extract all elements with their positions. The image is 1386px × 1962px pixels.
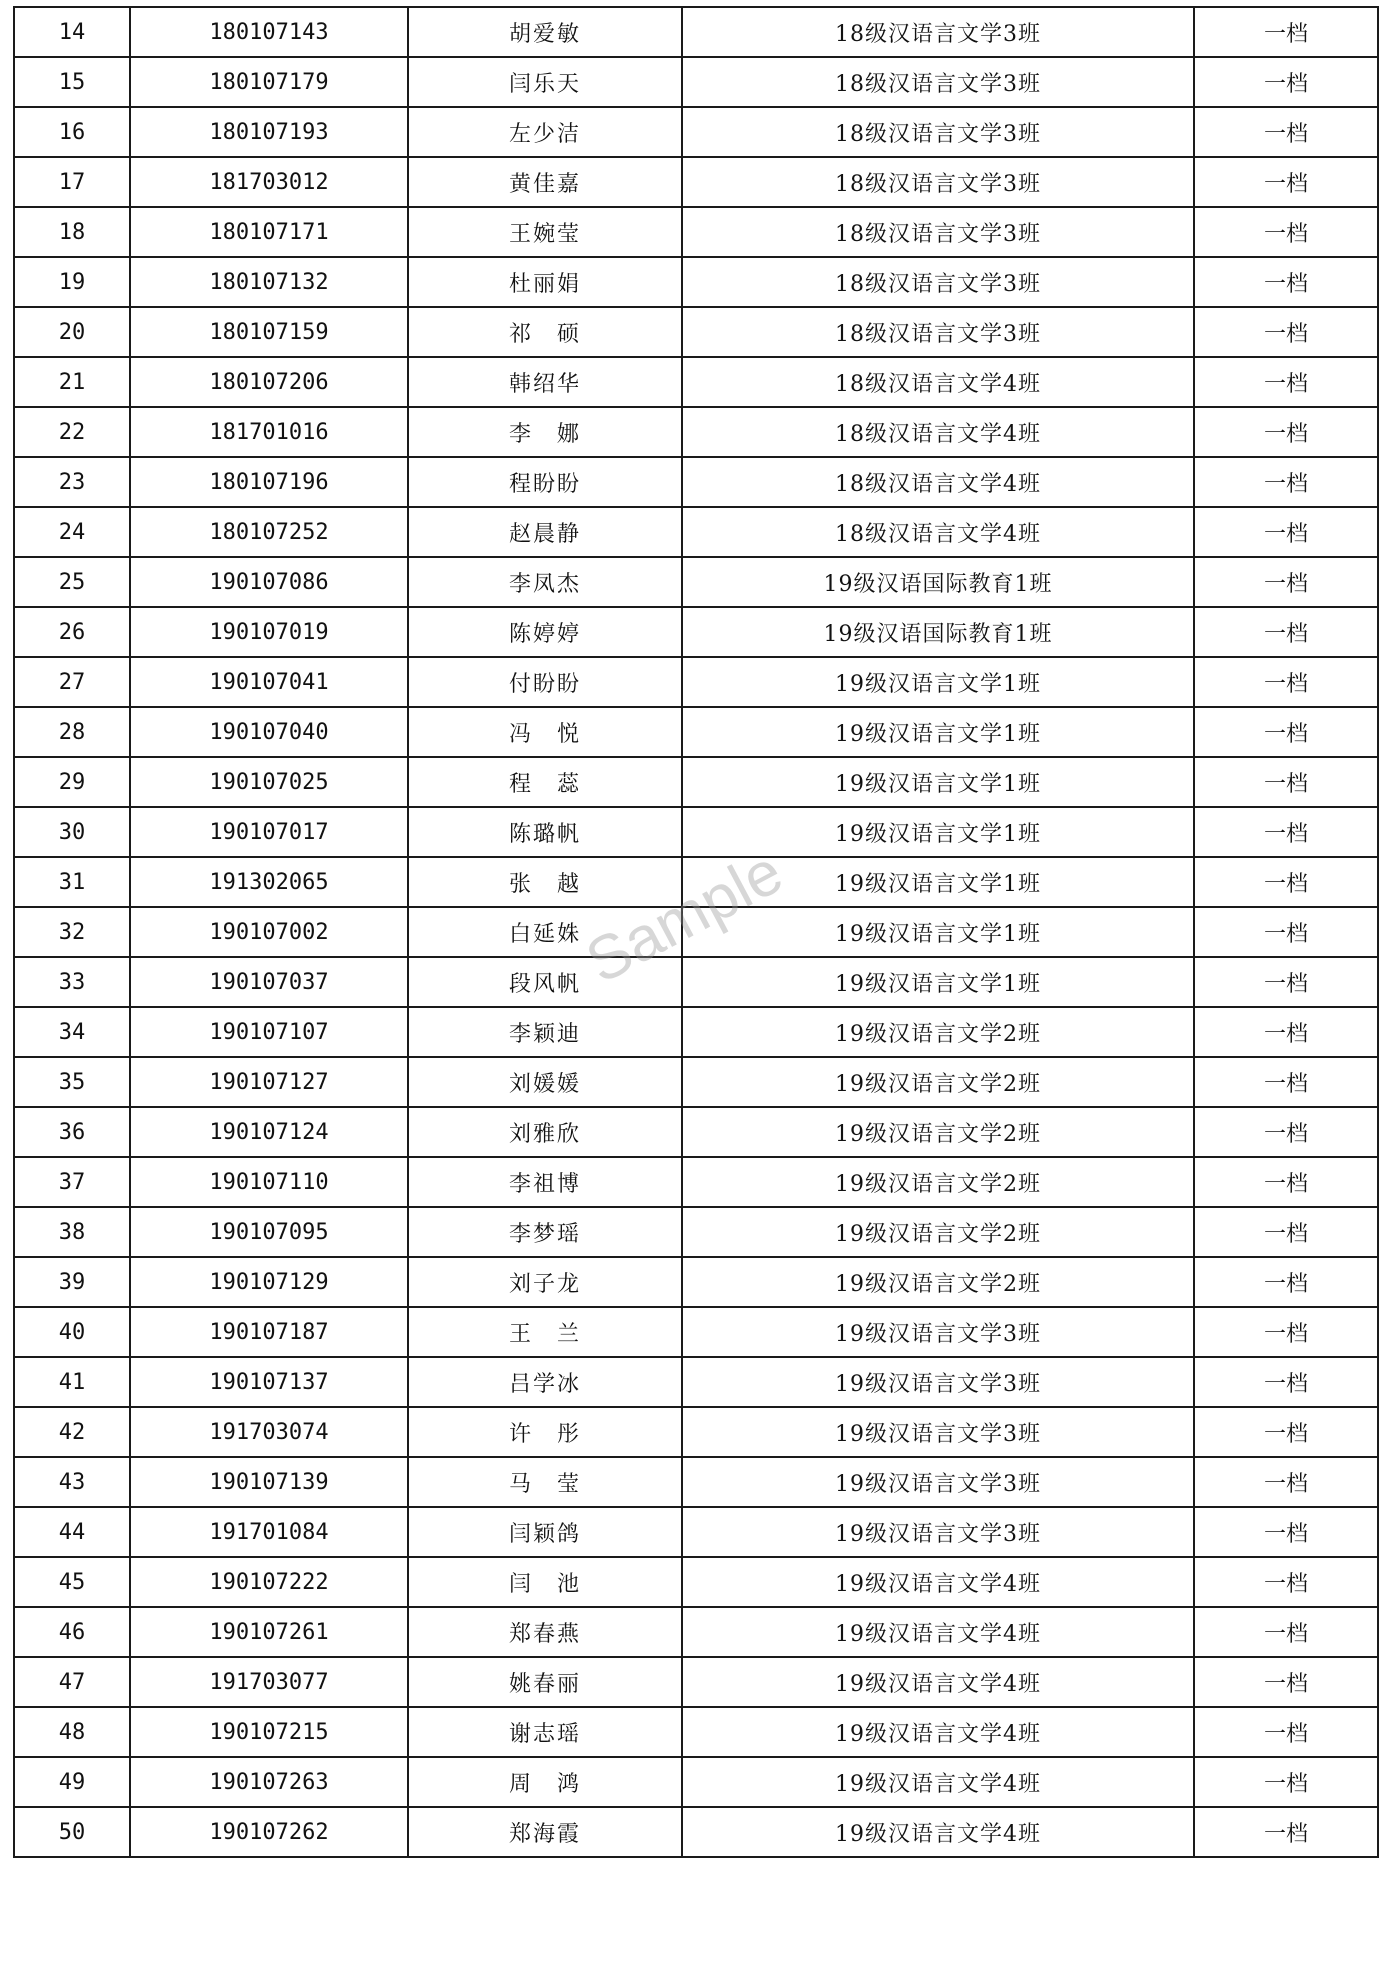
row-number-cell: 19 (14, 257, 130, 307)
table-row (14, 807, 1378, 857)
grade-level-cell: 一档 (1194, 1257, 1378, 1307)
row-number-cell: 29 (14, 757, 130, 807)
table-row (14, 1657, 1378, 1707)
class-name-cell: 19级汉语言文学2班 (682, 1107, 1194, 1157)
student-id-cell: 190107040 (130, 707, 408, 757)
row-number-cell: 30 (14, 807, 130, 857)
class-name-cell: 18级汉语言文学4班 (682, 407, 1194, 457)
row-number-cell: 21 (14, 357, 130, 407)
student-id-cell: 190107107 (130, 1007, 408, 1057)
class-name-cell: 19级汉语言文学2班 (682, 1007, 1194, 1057)
student-name-cell: 马 莹 (408, 1457, 682, 1507)
table-row (14, 857, 1378, 907)
class-name-cell: 19级汉语言文学1班 (682, 907, 1194, 957)
table-row (14, 357, 1378, 407)
student-name-cell: 左少洁 (408, 107, 682, 157)
grade-level-cell: 一档 (1194, 607, 1378, 657)
grade-level-cell: 一档 (1194, 1607, 1378, 1657)
student-name-cell: 付盼盼 (408, 657, 682, 707)
row-number-cell: 48 (14, 1707, 130, 1757)
class-name-cell: 18级汉语言文学3班 (682, 107, 1194, 157)
student-id-cell: 190107215 (130, 1707, 408, 1757)
row-number-cell: 31 (14, 857, 130, 907)
student-id-cell: 180107206 (130, 357, 408, 407)
grade-level-cell: 一档 (1194, 757, 1378, 807)
table-row (14, 1107, 1378, 1157)
student-name-cell: 许 彤 (408, 1407, 682, 1457)
student-name-cell: 冯 悦 (408, 707, 682, 757)
table-row (14, 7, 1378, 57)
student-name-cell: 李梦瑶 (408, 1207, 682, 1257)
grade-level-cell: 一档 (1194, 707, 1378, 757)
student-name-cell: 郑海霞 (408, 1807, 682, 1857)
row-number-cell: 18 (14, 207, 130, 257)
class-name-cell: 19级汉语言文学3班 (682, 1307, 1194, 1357)
table-row (14, 557, 1378, 607)
row-number-cell: 41 (14, 1357, 130, 1407)
student-name-cell: 杜丽娟 (408, 257, 682, 307)
row-number-cell: 14 (14, 7, 130, 57)
row-number-cell: 46 (14, 1607, 130, 1657)
row-number-cell: 23 (14, 457, 130, 507)
row-number-cell: 16 (14, 107, 130, 157)
student-id-cell: 190107139 (130, 1457, 408, 1507)
grade-level-cell: 一档 (1194, 1557, 1378, 1607)
table-row (14, 457, 1378, 507)
student-name-cell: 段风帆 (408, 957, 682, 1007)
grade-level-cell: 一档 (1194, 857, 1378, 907)
grade-level-cell: 一档 (1194, 1157, 1378, 1207)
class-name-cell: 19级汉语言文学4班 (682, 1607, 1194, 1657)
student-id-cell: 181701016 (130, 407, 408, 457)
class-name-cell: 18级汉语言文学3班 (682, 307, 1194, 357)
row-number-cell: 43 (14, 1457, 130, 1507)
grade-level-cell: 一档 (1194, 1207, 1378, 1257)
table-row (14, 957, 1378, 1007)
table-row (14, 507, 1378, 557)
row-number-cell: 32 (14, 907, 130, 957)
class-name-cell: 19级汉语言文学2班 (682, 1257, 1194, 1307)
student-name-cell: 李颖迪 (408, 1007, 682, 1057)
class-name-cell: 19级汉语言文学1班 (682, 957, 1194, 1007)
table-row (14, 1407, 1378, 1457)
row-number-cell: 17 (14, 157, 130, 207)
class-name-cell: 19级汉语言文学1班 (682, 857, 1194, 907)
table-row (14, 307, 1378, 357)
class-name-cell: 19级汉语言文学2班 (682, 1207, 1194, 1257)
grade-level-cell: 一档 (1194, 1707, 1378, 1757)
grade-level-cell: 一档 (1194, 1807, 1378, 1857)
table-row (14, 157, 1378, 207)
row-number-cell: 40 (14, 1307, 130, 1357)
student-name-cell: 刘子龙 (408, 1257, 682, 1307)
student-id-cell: 180107179 (130, 57, 408, 107)
grade-level-cell: 一档 (1194, 157, 1378, 207)
table-row (14, 1207, 1378, 1257)
student-id-cell: 190107019 (130, 607, 408, 657)
student-id-cell: 190107137 (130, 1357, 408, 1407)
class-name-cell: 19级汉语言文学2班 (682, 1057, 1194, 1107)
row-number-cell: 15 (14, 57, 130, 107)
student-id-cell: 190107002 (130, 907, 408, 957)
student-id-cell: 190107222 (130, 1557, 408, 1607)
table-row (14, 207, 1378, 257)
grade-level-cell: 一档 (1194, 1657, 1378, 1707)
student-id-cell: 190107095 (130, 1207, 408, 1257)
row-number-cell: 37 (14, 1157, 130, 1207)
grade-level-cell: 一档 (1194, 1357, 1378, 1407)
row-number-cell: 47 (14, 1657, 130, 1707)
student-id-cell: 191302065 (130, 857, 408, 907)
student-id-cell: 180107143 (130, 7, 408, 57)
student-id-cell: 191703074 (130, 1407, 408, 1457)
roster-table (13, 6, 1379, 1858)
table-row (14, 1307, 1378, 1357)
table-row (14, 1157, 1378, 1207)
grade-level-cell: 一档 (1194, 1107, 1378, 1157)
class-name-cell: 19级汉语言文学1班 (682, 707, 1194, 757)
table-row (14, 1607, 1378, 1657)
student-name-cell: 李凤杰 (408, 557, 682, 607)
student-name-cell: 郑春燕 (408, 1607, 682, 1657)
table-row (14, 1057, 1378, 1107)
class-name-cell: 19级汉语言文学3班 (682, 1507, 1194, 1557)
grade-level-cell: 一档 (1194, 1457, 1378, 1507)
table-row (14, 1257, 1378, 1307)
row-number-cell: 36 (14, 1107, 130, 1157)
table-row (14, 407, 1378, 457)
grade-level-cell: 一档 (1194, 307, 1378, 357)
student-id-cell: 190107124 (130, 1107, 408, 1157)
grade-level-cell: 一档 (1194, 1057, 1378, 1107)
sample-watermark: Sample (575, 837, 794, 997)
student-id-cell: 180107252 (130, 507, 408, 557)
row-number-cell: 25 (14, 557, 130, 607)
student-id-cell: 180107132 (130, 257, 408, 307)
student-name-cell: 周 鸿 (408, 1757, 682, 1807)
grade-level-cell: 一档 (1194, 957, 1378, 1007)
row-number-cell: 33 (14, 957, 130, 1007)
grade-level-cell: 一档 (1194, 457, 1378, 507)
table-row (14, 1507, 1378, 1557)
table-row (14, 1357, 1378, 1407)
class-name-cell: 19级汉语言文学1班 (682, 807, 1194, 857)
row-number-cell: 50 (14, 1807, 130, 1857)
class-name-cell: 19级汉语言文学4班 (682, 1557, 1194, 1607)
class-name-cell: 19级汉语言文学4班 (682, 1757, 1194, 1807)
table-row (14, 257, 1378, 307)
table-row (14, 107, 1378, 157)
class-name-cell: 19级汉语言文学2班 (682, 1157, 1194, 1207)
class-name-cell: 19级汉语言文学3班 (682, 1357, 1194, 1407)
student-name-cell: 陈婷婷 (408, 607, 682, 657)
student-name-cell: 胡爱敏 (408, 7, 682, 57)
table-row (14, 1757, 1378, 1807)
class-name-cell: 18级汉语言文学4班 (682, 507, 1194, 557)
class-name-cell: 19级汉语言文学3班 (682, 1457, 1194, 1507)
student-id-cell: 190107025 (130, 757, 408, 807)
grade-level-cell: 一档 (1194, 257, 1378, 307)
grade-level-cell: 一档 (1194, 557, 1378, 607)
student-name-cell: 祁 硕 (408, 307, 682, 357)
table-row (14, 1457, 1378, 1507)
row-number-cell: 27 (14, 657, 130, 707)
student-name-cell: 王 兰 (408, 1307, 682, 1357)
student-id-cell: 190107037 (130, 957, 408, 1007)
table-row (14, 657, 1378, 707)
student-id-cell: 190107086 (130, 557, 408, 607)
grade-level-cell: 一档 (1194, 907, 1378, 957)
grade-level-cell: 一档 (1194, 7, 1378, 57)
student-id-cell: 190107187 (130, 1307, 408, 1357)
student-id-cell: 190107110 (130, 1157, 408, 1207)
grade-level-cell: 一档 (1194, 57, 1378, 107)
student-name-cell: 闫乐天 (408, 57, 682, 107)
student-id-cell: 191703077 (130, 1657, 408, 1707)
table-row (14, 1807, 1378, 1857)
student-name-cell: 陈璐帆 (408, 807, 682, 857)
student-id-cell: 191701084 (130, 1507, 408, 1557)
class-name-cell: 19级汉语言文学3班 (682, 1407, 1194, 1457)
class-name-cell: 18级汉语言文学3班 (682, 57, 1194, 107)
student-name-cell: 李 娜 (408, 407, 682, 457)
class-name-cell: 18级汉语言文学4班 (682, 357, 1194, 407)
class-name-cell: 18级汉语言文学3班 (682, 207, 1194, 257)
class-name-cell: 18级汉语言文学3班 (682, 7, 1194, 57)
class-name-cell: 18级汉语言文学3班 (682, 257, 1194, 307)
student-id-cell: 180107159 (130, 307, 408, 357)
student-id-cell: 180107196 (130, 457, 408, 507)
student-name-cell: 李祖博 (408, 1157, 682, 1207)
grade-level-cell: 一档 (1194, 507, 1378, 557)
table-row (14, 1557, 1378, 1607)
student-id-cell: 190107129 (130, 1257, 408, 1307)
table-row (14, 1007, 1378, 1057)
student-name-cell: 程盼盼 (408, 457, 682, 507)
student-name-cell: 程 蕊 (408, 757, 682, 807)
class-name-cell: 19级汉语国际教育1班 (682, 607, 1194, 657)
grade-level-cell: 一档 (1194, 807, 1378, 857)
row-number-cell: 35 (14, 1057, 130, 1107)
student-name-cell: 吕学冰 (408, 1357, 682, 1407)
grade-level-cell: 一档 (1194, 407, 1378, 457)
grade-level-cell: 一档 (1194, 1757, 1378, 1807)
student-name-cell: 赵晨静 (408, 507, 682, 557)
grade-level-cell: 一档 (1194, 1507, 1378, 1557)
table-row (14, 1707, 1378, 1757)
class-name-cell: 19级汉语国际教育1班 (682, 557, 1194, 607)
table-row (14, 57, 1378, 107)
grade-level-cell: 一档 (1194, 1007, 1378, 1057)
student-id-cell: 190107262 (130, 1807, 408, 1857)
roster-body (14, 7, 1378, 1857)
class-name-cell: 19级汉语言文学4班 (682, 1657, 1194, 1707)
row-number-cell: 28 (14, 707, 130, 757)
grade-level-cell: 一档 (1194, 357, 1378, 407)
roster-sheet (13, 6, 1375, 1858)
student-name-cell: 姚春丽 (408, 1657, 682, 1707)
row-number-cell: 24 (14, 507, 130, 557)
row-number-cell: 45 (14, 1557, 130, 1607)
student-name-cell: 黄佳嘉 (408, 157, 682, 207)
student-name-cell: 谢志瑶 (408, 1707, 682, 1757)
student-id-cell: 190107261 (130, 1607, 408, 1657)
class-name-cell: 18级汉语言文学4班 (682, 457, 1194, 507)
row-number-cell: 42 (14, 1407, 130, 1457)
row-number-cell: 44 (14, 1507, 130, 1557)
student-name-cell: 刘媛媛 (408, 1057, 682, 1107)
grade-level-cell: 一档 (1194, 1307, 1378, 1357)
student-name-cell: 闫颖鸽 (408, 1507, 682, 1557)
class-name-cell: 19级汉语言文学4班 (682, 1707, 1194, 1757)
student-id-cell: 180107193 (130, 107, 408, 157)
table-row (14, 907, 1378, 957)
row-number-cell: 20 (14, 307, 130, 357)
row-number-cell: 49 (14, 1757, 130, 1807)
grade-level-cell: 一档 (1194, 207, 1378, 257)
student-name-cell: 王婉莹 (408, 207, 682, 257)
student-id-cell: 190107263 (130, 1757, 408, 1807)
student-id-cell: 181703012 (130, 157, 408, 207)
row-number-cell: 34 (14, 1007, 130, 1057)
student-id-cell: 190107127 (130, 1057, 408, 1107)
student-id-cell: 190107017 (130, 807, 408, 857)
student-name-cell: 张 越 (408, 857, 682, 907)
student-name-cell: 闫 池 (408, 1557, 682, 1607)
grade-level-cell: 一档 (1194, 107, 1378, 157)
table-row (14, 757, 1378, 807)
student-name-cell: 韩绍华 (408, 357, 682, 407)
grade-level-cell: 一档 (1194, 1407, 1378, 1457)
class-name-cell: 19级汉语言文学1班 (682, 657, 1194, 707)
table-row (14, 707, 1378, 757)
student-id-cell: 190107041 (130, 657, 408, 707)
class-name-cell: 19级汉语言文学1班 (682, 757, 1194, 807)
table-row (14, 607, 1378, 657)
row-number-cell: 39 (14, 1257, 130, 1307)
student-name-cell: 刘雅欣 (408, 1107, 682, 1157)
class-name-cell: 19级汉语言文学4班 (682, 1807, 1194, 1857)
student-id-cell: 180107171 (130, 207, 408, 257)
grade-level-cell: 一档 (1194, 657, 1378, 707)
row-number-cell: 26 (14, 607, 130, 657)
student-name-cell: 白延姝 (408, 907, 682, 957)
class-name-cell: 18级汉语言文学3班 (682, 157, 1194, 207)
row-number-cell: 38 (14, 1207, 130, 1257)
row-number-cell: 22 (14, 407, 130, 457)
